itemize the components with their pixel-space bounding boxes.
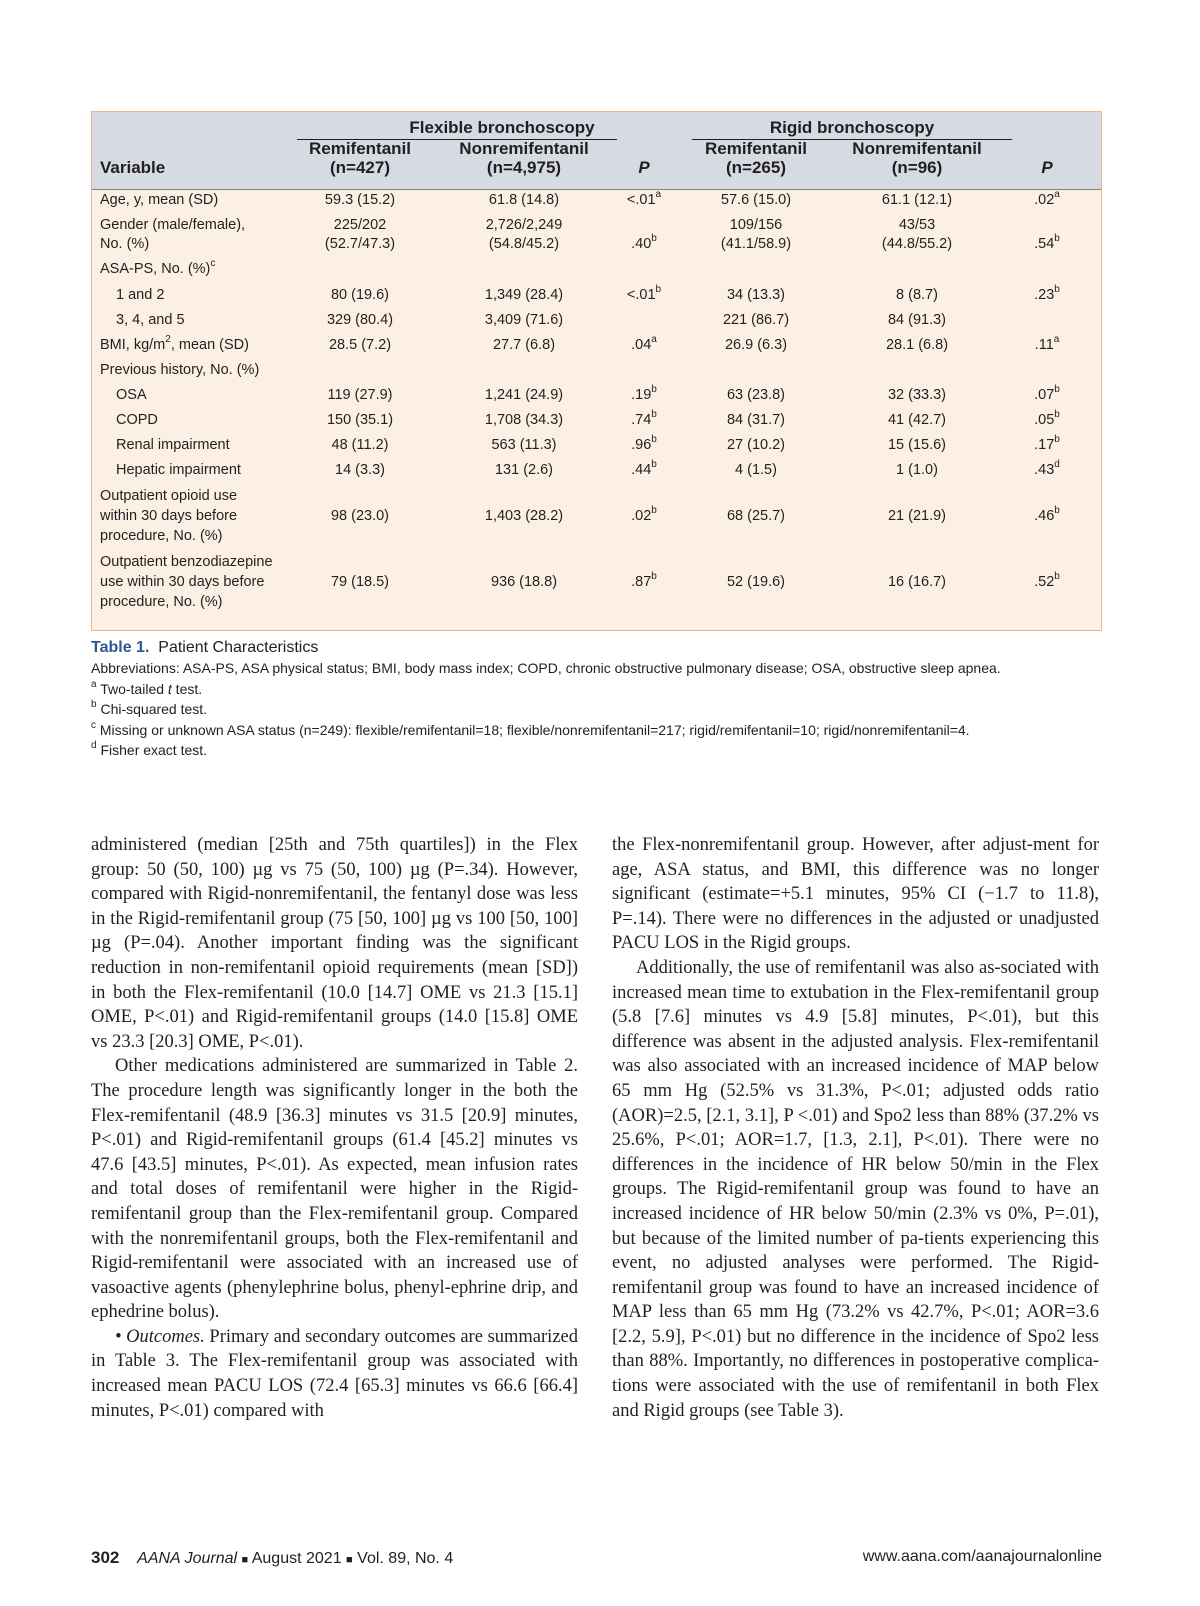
cell-flex-remi: 59.3 (15.2) [324, 192, 396, 208]
cell-rigid-remi: 68 (25.7) [726, 508, 786, 524]
cell-flex-nonremi-pct: (54.8/45.2) [488, 236, 560, 252]
cell-rigid-p: .43$^d$ [1034, 459, 1060, 478]
footnote-a: $^a$ Two-tailed t test. [91, 678, 203, 697]
cell-rigid-remi: 84 (31.7) [726, 412, 786, 428]
cell-flex-nonremi: 1,708 (34.3) [484, 412, 564, 428]
cell-rigid-nonremi: 1 (1.0) [896, 462, 938, 478]
cell-flex-nonremi: 61.8 (14.8) [488, 192, 560, 208]
cell-flex-p: <.01$^b$ [626, 284, 662, 303]
cell-rigid-remi: 4 (1.5) [735, 462, 777, 478]
row-label: Outpatient opioid use [100, 488, 238, 504]
col-header-rigid-remi-n: (n=265) [726, 158, 786, 177]
row-label: Outpatient benzodiazepine [100, 554, 273, 570]
body-paragraph: Other medications administered are summarized in Table 2. The procedure length was significantly longer in the both the Flex-remifentanil (48.9 [36.3] minutes vs 31.5 [20.9] minutes, P<.01) and Rigid-remifentanil groups (61.4 [45.2] minutes vs 47.6 [43.5] minutes, P<.01). As expected, mean infusion rates and total doses of remifentanil were higher in the Rigid-remifentanil group than the Flex-remifentanil group. Compared with the nonremifentanil groups, both the Flex-remifentanil and Rigid-remifentanil were associated with an increased use of vasoactive agents (phenylephrine bolus, phenyl-ephrine drip, and ephedrine bolus). [91, 1056, 578, 1323]
row-label: Renal impairment [116, 437, 230, 453]
cell-flex-remi: 28.5 (7.2) [328, 337, 392, 353]
row-label-line3: procedure, No. (%) [100, 528, 223, 544]
cell-flex-remi: 98 (23.0) [330, 508, 390, 524]
cell-flex-nonremi: 27.7 (6.8) [492, 337, 556, 353]
cell-rigid-p: .23$^b$ [1034, 284, 1060, 303]
col-header-flex-remi: Remifentanil [308, 139, 412, 158]
cell-rigid-remi: 26.9 (6.3) [724, 337, 788, 353]
col-header-flex-nonremi-n: (n=4,975) [486, 158, 562, 177]
row-label-line2: within 30 days before [100, 508, 238, 524]
row-label: 1 and 2 [116, 287, 165, 303]
row-label-line3: procedure, No. (%) [100, 594, 223, 610]
cell-flex-p: .87$^b$ [631, 571, 657, 590]
cell-flex-p: .19$^b$ [631, 384, 657, 403]
cell-rigid-nonremi: 21 (21.9) [887, 508, 947, 524]
col-header-variable: Variable [100, 158, 166, 177]
row-label: BMI, $kg/m^2$, mean (SD) [100, 334, 249, 353]
cell-rigid-remi: 63 (23.8) [726, 387, 786, 403]
page-number: 302 [91, 1548, 120, 1567]
issue-date: August 2021 [251, 1550, 342, 1567]
col-header-rigid-nonremi: Nonremifentanil [852, 139, 982, 158]
cell-flex-remi: 48 (11.2) [331, 437, 389, 453]
body-column-left [91, 833, 578, 1423]
cell-rigid-remi: 221 (86.7) [722, 312, 790, 328]
cell-rigid-p: .52$^b$ [1034, 571, 1060, 590]
col-header-rigid-p: P [1041, 158, 1053, 177]
cell-rigid-remi: 27 (10.2) [726, 437, 786, 453]
col-header-flex-remi-n: (n=427) [330, 158, 390, 177]
row-label: Gender (male/female), [100, 217, 246, 233]
cell-rigid-nonremi: 15 (15.6) [887, 437, 947, 453]
cell-rigid-p: .54$^b$ [1034, 233, 1060, 252]
table-header [92, 112, 1101, 190]
cell-flex-remi: 80 (19.6) [330, 287, 390, 303]
cell-flex-nonremi: 936 (18.8) [490, 574, 558, 590]
cell-flex-p: .44$^b$ [631, 459, 657, 478]
cell-rigid-remi: 52 (19.6) [726, 574, 786, 590]
row-label-line2: use within 30 days before [100, 574, 265, 590]
body-column-right [612, 833, 1099, 1423]
page-footer [91, 1548, 1102, 1572]
cell-flex-nonremi: 563 (11.3) [491, 437, 557, 453]
cell-rigid-p: .02$^a$ [1034, 189, 1060, 208]
cell-flex-nonremi: 1,241 (24.9) [484, 387, 564, 403]
footer-citation [91, 1548, 453, 1568]
cell-rigid-remi: 109/156 [729, 217, 783, 233]
body-paragraph: Additionally, the use of remifentanil was also as-sociated with increased mean time to extubation in the Flex-remifentanil group (5.8 [7.6] minutes vs 4.9 [5.8] minutes, P<.01), but this difference was absent in the adjusted analysis. Flex-remifentanil was also associated with an increased incidence of MAP below 65 mm Hg (52.5% vs 31.3%, P<.01; adjusted odds ratio (AOR)=2.5, [2.1, 3.1], P <.01) and Spo2 less than 88% (37.2% vs 25.6%, P<.01; AOR=1.7, [1.3, 2.1], P<.01). There were no differences in the incidence of HR below 50/min in the Flex groups. The Rigid-remifentanil group was found to have an increased incidence of HR below 50/min (2.3% vs 0%, P=.01), but because of the limited number of pa-tients experiencing this event, no adjusted analyses were performed. The Rigid-remifentanil group was found to have an increased incidence of MAP less than 65 mm Hg (73.2% vs 42.7%, P<.01; AOR=3.6 [2.2, 5.9], P<.01) but no difference in the incidence of Spo2 less than 88%. Importantly, no differences in postoperative complica-tions were associated with the use of remifentanil in both Flex and Rigid groups (see Table 3). [612, 957, 1099, 1421]
cell-flex-nonremi: 3,409 (71.6) [484, 312, 564, 328]
journal-url: www.aana.com/aanajournalonline [862, 1548, 1102, 1565]
cell-flex-remi: 119 (27.9) [327, 387, 393, 403]
separator-icon: ■ [346, 1554, 353, 1566]
cell-flex-p: .04$^a$ [631, 334, 657, 353]
row-label: COPD [116, 412, 158, 428]
volume: Vol. 89, No. 4 [357, 1550, 454, 1567]
cell-rigid-nonremi: 61.1 (12.1) [881, 192, 953, 208]
cell-rigid-nonremi: 41 (42.7) [887, 412, 947, 428]
cell-flex-remi: 225/202 [333, 217, 387, 233]
row-label-line2: No. (%) [100, 236, 150, 252]
col-header-rigid-remi: Remifentanil [704, 139, 808, 158]
separator-icon: ■ [241, 1554, 249, 1566]
col-header-flex-p: P [638, 158, 650, 177]
group-header-rigid: Rigid bronchoscopy [769, 118, 935, 137]
footnote-d: $^d$ Fisher exact test. [91, 740, 208, 758]
cell-rigid-p: .11$^a$ [1034, 334, 1060, 353]
caption-title: Table 1. Patient Characteristics [91, 639, 319, 656]
cell-flex-remi: 79 (18.5) [330, 574, 390, 590]
col-header-rigid-nonremi-n: (n=96) [891, 158, 943, 177]
row-label: ASA-PS, No. (%)$^c$ [100, 258, 216, 277]
cell-flex-remi: 150 (35.1) [326, 412, 394, 428]
row-label: Hepatic impairment [116, 462, 241, 478]
cell-flex-p: <.01$^a$ [626, 189, 662, 208]
row-label: 3, 4, and 5 [116, 312, 185, 328]
col-header-flex-nonremi: Nonremifentanil [459, 139, 589, 158]
cell-flex-p: .40$^b$ [631, 233, 657, 252]
cell-flex-remi: 329 (80.4) [326, 312, 394, 328]
cell-rigid-p: .07$^b$ [1034, 384, 1060, 403]
cell-rigid-remi: 34 (13.3) [726, 287, 786, 303]
body-paragraph: administered (median [25th and 75th quartiles]) in the Flex group: 50 (50, 100) µg vs 75 (50, 100) µg (P=.34). However, compared with Rigid-nonremifentanil, the fentanyl dose was less in the Rigid-remifentanil group (75 [50, 100] µg vs 100 [50, 100] µg (P=.04). Another important finding was the significant reduction in non-remifentanil opioid requirements (mean [SD]) in both the Flex-remifentanil (10.0 [14.7] OME vs 21.3 [15.1] OME, P<.01) and Rigid-remifentanil groups (14.0 [15.8] OME vs 23.3 [20.3] OME, P<.01). [91, 835, 578, 1052]
journal-name: AANA Journal [137, 1550, 238, 1567]
cell-rigid-nonremi: 43/53 [898, 217, 936, 233]
cell-rigid-remi: 57.6 (15.0) [720, 192, 792, 208]
row-label: Previous history, No. (%) [100, 362, 260, 378]
cell-flex-p: .96$^b$ [631, 434, 657, 453]
table-1 [91, 111, 1102, 631]
cell-rigid-p: .05$^b$ [1034, 409, 1060, 428]
row-label: Age, y, mean (SD) [100, 192, 219, 208]
cell-rigid-remi-pct: (41.1/58.9) [720, 236, 792, 252]
group-header-flexible: Flexible bronchoscopy [409, 118, 595, 137]
cell-rigid-nonremi: 28.1 (6.8) [885, 337, 949, 353]
cell-flex-nonremi: 2,726/2,249 [485, 217, 563, 233]
cell-rigid-nonremi-pct: (44.8/55.2) [881, 236, 953, 252]
body-paragraph: the Flex-nonremifentanil group. However, after adjust-ment for age, ASA status, and BMI, this difference was no longer significant (estimate=+5.1 minutes, 95% CI (−1.7 to 11.8), P=.14). There were no differences in the adjusted or unadjusted PACU LOS in the Rigid groups. [612, 835, 1099, 954]
cell-flex-nonremi: 131 (2.6) [494, 462, 554, 478]
cell-flex-remi: 14 (3.3) [335, 462, 385, 478]
row-label: OSA [116, 387, 147, 403]
table-caption [91, 638, 1102, 761]
cell-flex-p: .02$^b$ [631, 505, 657, 524]
cell-rigid-nonremi: 8 (8.7) [896, 287, 938, 303]
body-paragraph-outcomes: • Outcomes. Primary and secondary outcomes are summarized in Table 3. The Flex-remifentanil group was associated with increased mean PACU LOS (72.4 [65.3] minutes vs 66.6 [66.4] minutes, P<.01) compared with [91, 1326, 578, 1421]
cell-rigid-nonremi: 16 (16.7) [887, 574, 947, 590]
section-heading-outcomes: • Outcomes. [115, 1326, 205, 1347]
cell-flex-remi-pct: (52.7/47.3) [324, 236, 396, 252]
cell-rigid-p: .46$^b$ [1034, 505, 1060, 524]
footnote-c: $^c$ Missing or unknown ASA status (n=249): flexible/remifentanil=18; flexible/nonremifentanil=217; rigid/remifentanil=10; rigid/nonremifentanil=4. [91, 719, 970, 738]
cell-flex-p: .74$^b$ [631, 409, 657, 428]
cell-rigid-nonremi: 32 (33.3) [887, 387, 947, 403]
cell-rigid-p: .17$^b$ [1034, 434, 1060, 453]
footnote-b: $^b$ Chi-squared test. [91, 699, 208, 717]
cell-flex-nonremi: 1,403 (28.2) [484, 508, 564, 524]
cell-rigid-nonremi: 84 (91.3) [887, 312, 947, 328]
caption-abbreviations: Abbreviations: ASA-PS, ASA physical status; BMI, body mass index; COPD, chronic obstructive pulmonary disease; OSA, obstructive sleep apnea. [91, 660, 1001, 676]
cell-flex-nonremi: 1,349 (28.4) [484, 287, 564, 303]
